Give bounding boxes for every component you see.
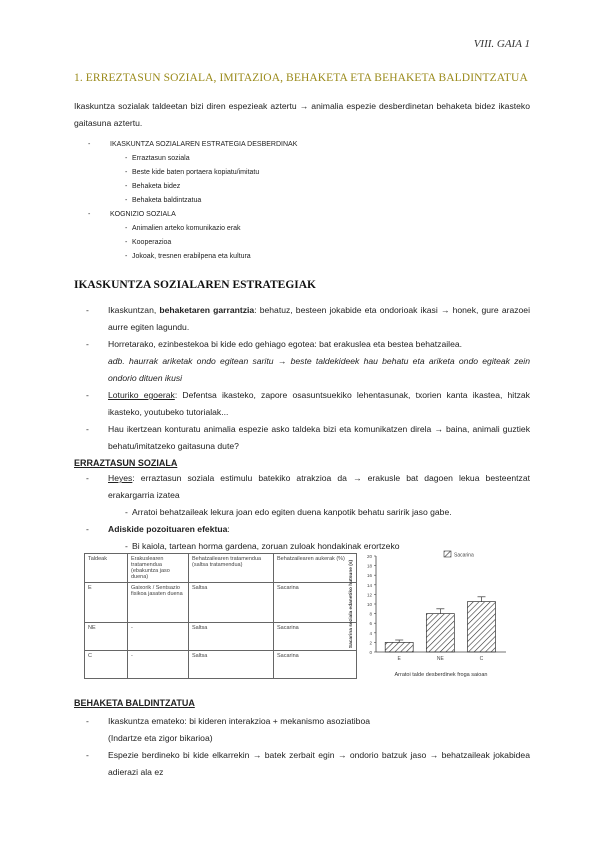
facilitation-list [108,470,530,555]
outline-subitem: - Animalien arteko komunikazio erak [132,222,510,236]
y-tick-label: 12 [366,592,372,598]
y-tick-label: 6 [369,621,372,627]
table-cell: NE [85,623,128,651]
table-cell: Gaixorik / Sentsazio fisikoa jasaten duena [128,583,189,623]
outline-item-2 [110,208,510,264]
section-title-4: BEHAKETA BALDINTZATUA [74,698,195,708]
table-header: Taldeak [85,554,128,583]
bullet: - Hau ikertzean konturatu animalia espezie asko taldeka bizi eta komunikatzen direla → baina, animali guztiek behatu/imitatzeko gaitasuna dute? [108,421,530,455]
y-tick-label: 4 [369,630,372,636]
outline-item-1 [110,138,510,208]
bar [426,614,454,652]
bullet: - Espezie berdineko bi kide elkarrekin → batek zerbait egin → ondorio batzuk jaso → behatzaileak jokabidea adierazi ala ez [108,747,530,781]
table-cell: C [85,651,128,679]
outline-subitem: - Jokoak, tresnen erabilpena eta kultura [132,250,510,264]
table-cell: - [128,623,189,651]
y-tick-label: 14 [366,582,372,588]
bar-chart [340,548,518,680]
outline-item-label: KOGNIZIO SOZIALA [110,211,176,218]
x-axis-label: Arratoi talde desberdinek froga saioan [394,672,488,678]
bar [385,642,413,652]
y-tick-label: 2 [369,640,372,646]
sub-bullet: - Arratoi behatzaileak lekura joan edo egiten duena kanpotik behatu saririk jaso gabe. [132,504,530,521]
page-header: VIII. GAIA 1 [473,38,530,50]
table-cell: Sacarina [274,651,357,679]
table-header: Erakuslearen tratamendua (ebakuntza jaso duena) [128,554,189,583]
bullet: - Adiskide pozoituaren efektua: - Bi kaiola, tartean horma gardena, zoruan zuloak hondakinak erortzeko [108,521,530,555]
y-tick-label: 10 [366,602,372,607]
conditioned-list [108,713,530,781]
outline-subitem: - Behaketa baldintzatua [132,194,510,208]
table-header: Behatzailearen aukerak (%) [274,554,357,583]
section-title-1: 1. ERREZTASUN SOZIALA, IMITAZIOA, BEHAKETA ETA BEHAKETA BALDINTZATUA [74,72,528,84]
x-tick-label: C [479,656,484,662]
table-cell: - [128,651,189,679]
outline-subitem: - Erraztasun soziala [132,152,510,166]
intro-paragraph: Ikaskuntza sozialak taldeetan bizi diren espezieak aztertu → animalia espezie desberdinetan behaketa bidez ikasteko gaitasuna aztertu. [74,101,530,128]
section-title-2: IKASKUNTZA SOZIALAREN ESTRATEGIAK [74,279,316,291]
table-header: Behatzailearen tratamendua (saltsa tratamendua) [189,554,274,583]
y-axis-label: Sacarina soziala edanetiko hutsune (s) [349,559,354,649]
legend-swatch [444,551,451,557]
bar [467,602,495,652]
table-cell: Saltsa [189,583,274,623]
legend-label: Sacarina [454,552,474,559]
table-cell: Saltsa [189,623,274,651]
bullet: - Ikaskuntza emateko: bi kideren interakzioa + mekanismo asoziatiboa (Indartze eta zigor bikarioa) [108,713,530,747]
outline-item-label: IKASKUNTZA SOZIALAREN ESTRATEGIA DESBERDINAK [110,141,298,148]
experiment-table [84,553,357,679]
bullet: - Ikaskuntzan, behaketaren garrantzia: behatuz, besteen jokabide eta ondorioak ikasi → honek, gure arazoei aurre egiten lagundu. [108,302,530,336]
outline [110,138,510,264]
x-tick-label: E [397,656,401,662]
y-tick-label: 18 [366,563,372,569]
y-tick-label: 20 [366,554,372,559]
sub-bullet: - Bi kaiola, tartean horma gardena, zoruan zuloak hondakinak erortzeko [132,538,530,555]
x-tick-label: NE [436,656,444,662]
table-cell: Saltsa [189,651,274,679]
table-cell: Sacarina [274,623,357,651]
y-tick-label: 8 [369,611,372,617]
bullet: - Loturiko egoerak: Defentsa ikasteko, zapore osasuntsuekiko lehentasunak, txorien kanta ikastea, hitzak ikasteko, youtubeko tutorialak... [108,387,530,421]
bullet: - Heyes: erraztasun soziala estimulu batekiko atrakzioa da → erakusle bat dagoen lekua besteentzat erakargarria izatea - Arratoi behatzaileak lekura joan edo egiten duena kanpotik behatu saririk jaso gabe. [108,470,530,521]
table-cell: E [85,583,128,623]
section-title-3: ERRAZTASUN SOZIALA [74,458,178,468]
strategies-list [108,302,530,455]
outline-subitem: - Kooperazioa [132,236,510,250]
table-cell: Sacarina [274,583,357,623]
y-tick-label: 16 [366,573,372,579]
y-tick-label: 0 [369,650,372,655]
outline-subitem: - Beste kide baten portaera kopiatu/imitatu [132,166,510,180]
bullet: - Horretarako, ezinbestekoa bi kide edo gehiago egotea: bat erakuslea eta bestea behatzailea. adb. haurrak ariketak ondo egitean saritu → beste taldekideek hau behatu eta ariketa ondo egiteak zein ondorio dituen ikusi [108,336,530,387]
outline-subitem: - Behaketa bidez [132,180,510,194]
